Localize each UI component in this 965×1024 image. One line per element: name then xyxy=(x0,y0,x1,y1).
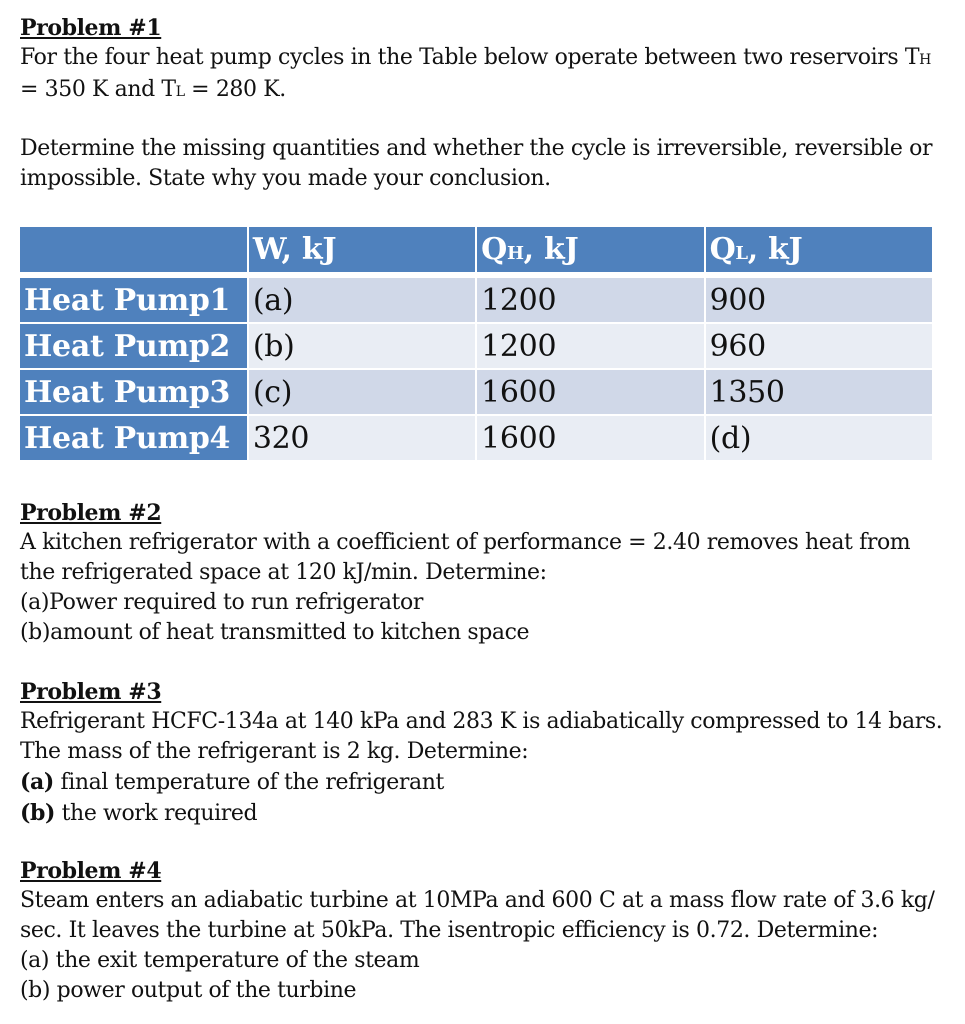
problem-1-heading: Problem #1 xyxy=(20,15,162,41)
header-label: Q xyxy=(709,232,736,267)
header-unit: , kJ xyxy=(523,232,579,267)
table-row xyxy=(20,324,932,368)
problem-3-part-b xyxy=(20,798,950,829)
row-label: Heat Pump2 xyxy=(20,324,247,368)
header-cell-empty xyxy=(20,227,247,272)
part-text: the exit temperature of the steam xyxy=(49,948,420,973)
cell-ql: 960 xyxy=(706,324,932,368)
header-cell-work xyxy=(249,227,475,272)
cell-qh: 1600 xyxy=(477,370,703,414)
problem-3 xyxy=(20,677,950,829)
row-label: Heat Pump3 xyxy=(20,370,247,414)
table-row xyxy=(20,370,932,414)
statement-text: = 280 K. xyxy=(184,77,286,102)
problem-2-line-1: A kitchen refrigerator with a coefficient of performance = 2.40 removes heat from xyxy=(20,530,911,555)
header-subscript: H xyxy=(506,243,524,264)
problem-3-heading: Problem #3 xyxy=(20,679,162,705)
cell-work: (c) xyxy=(249,370,475,414)
part-label: (b) xyxy=(20,620,51,645)
part-label: (a) xyxy=(20,590,50,615)
part-label: (b) xyxy=(20,978,51,1003)
table-header-row xyxy=(20,227,932,272)
problem-3-line-2: The mass of the refrigerant is 2 kg. Determine: xyxy=(20,739,529,764)
subscript-l: L xyxy=(175,84,185,100)
problem-2-part-b xyxy=(20,618,950,648)
header-cell-ql xyxy=(706,227,932,272)
row-label: Heat Pump4 xyxy=(20,416,247,460)
problem-1-statement-line-1 xyxy=(20,43,950,75)
statement-text: For the four heat pump cycles in the Table below operate between two reservoirs T xyxy=(20,45,920,70)
part-label: (b) xyxy=(20,800,56,826)
problem-4-line-1: Steam enters an adiabatic turbine at 10MPa and 600 C at a mass flow rate of 3.6 kg/ xyxy=(20,888,935,913)
cell-qh: 1200 xyxy=(477,324,703,368)
instruction-line-2: impossible. State why you made your conclusion. xyxy=(20,166,551,191)
cell-qh: 1600 xyxy=(477,416,703,460)
problem-2-heading: Problem #2 xyxy=(20,500,162,526)
problem-4-line-2: sec. It leaves the turbine at 50kPa. The isentropic efficiency is 0.72. Determine: xyxy=(20,918,879,943)
table-row xyxy=(20,278,932,322)
part-text: amount of heat transmitted to kitchen space xyxy=(50,620,530,645)
part-label: (a) xyxy=(20,948,50,973)
cell-work: (b) xyxy=(249,324,475,368)
problem-1-instructions xyxy=(20,134,950,194)
row-label: Heat Pump1 xyxy=(20,278,247,322)
problem-1-statement-line-2 xyxy=(20,75,950,107)
problem-4-part-a xyxy=(20,946,950,976)
part-text: the work required xyxy=(55,801,258,826)
instruction-line-1: Determine the missing quantities and whether the cycle is irreversible, reversible or xyxy=(20,136,933,161)
table-row xyxy=(20,416,932,460)
header-label: W, kJ xyxy=(252,232,337,267)
cell-work: (a) xyxy=(249,278,475,322)
part-label: (a) xyxy=(20,769,54,795)
problem-4-heading: Problem #4 xyxy=(20,858,162,884)
problem-4 xyxy=(20,856,950,1006)
header-label: Q xyxy=(481,232,507,267)
cell-ql: 1350 xyxy=(706,370,932,414)
problem-2-line-2: the refrigerated space at 120 kJ/min. Determine: xyxy=(20,560,547,585)
problem-2 xyxy=(20,498,950,648)
part-text: final temperature of the refrigerant xyxy=(53,770,444,795)
part-text: power output of the turbine xyxy=(50,978,357,1003)
problem-4-part-b xyxy=(20,976,950,1006)
cell-ql: (d) xyxy=(706,416,932,460)
problem-3-line-1: Refrigerant HCFC-134a at 140 kPa and 283 K is adiabatically compressed to 14 bars. xyxy=(20,709,943,734)
cell-qh: 1200 xyxy=(477,278,703,322)
problem-3-part-a xyxy=(20,767,950,798)
header-subscript: L xyxy=(735,243,748,264)
statement-text: = 350 K and T xyxy=(20,77,176,102)
subscript-h: H xyxy=(919,52,931,68)
problem-1 xyxy=(20,13,950,107)
header-cell-qh xyxy=(477,227,703,272)
cell-ql: 900 xyxy=(706,278,932,322)
cell-work: 320 xyxy=(249,416,475,460)
part-text: Power required to run refrigerator xyxy=(49,590,423,615)
header-gap xyxy=(20,274,932,276)
problem-2-part-a xyxy=(20,588,950,618)
heat-pump-table xyxy=(18,225,934,462)
header-unit: , kJ xyxy=(747,232,803,267)
